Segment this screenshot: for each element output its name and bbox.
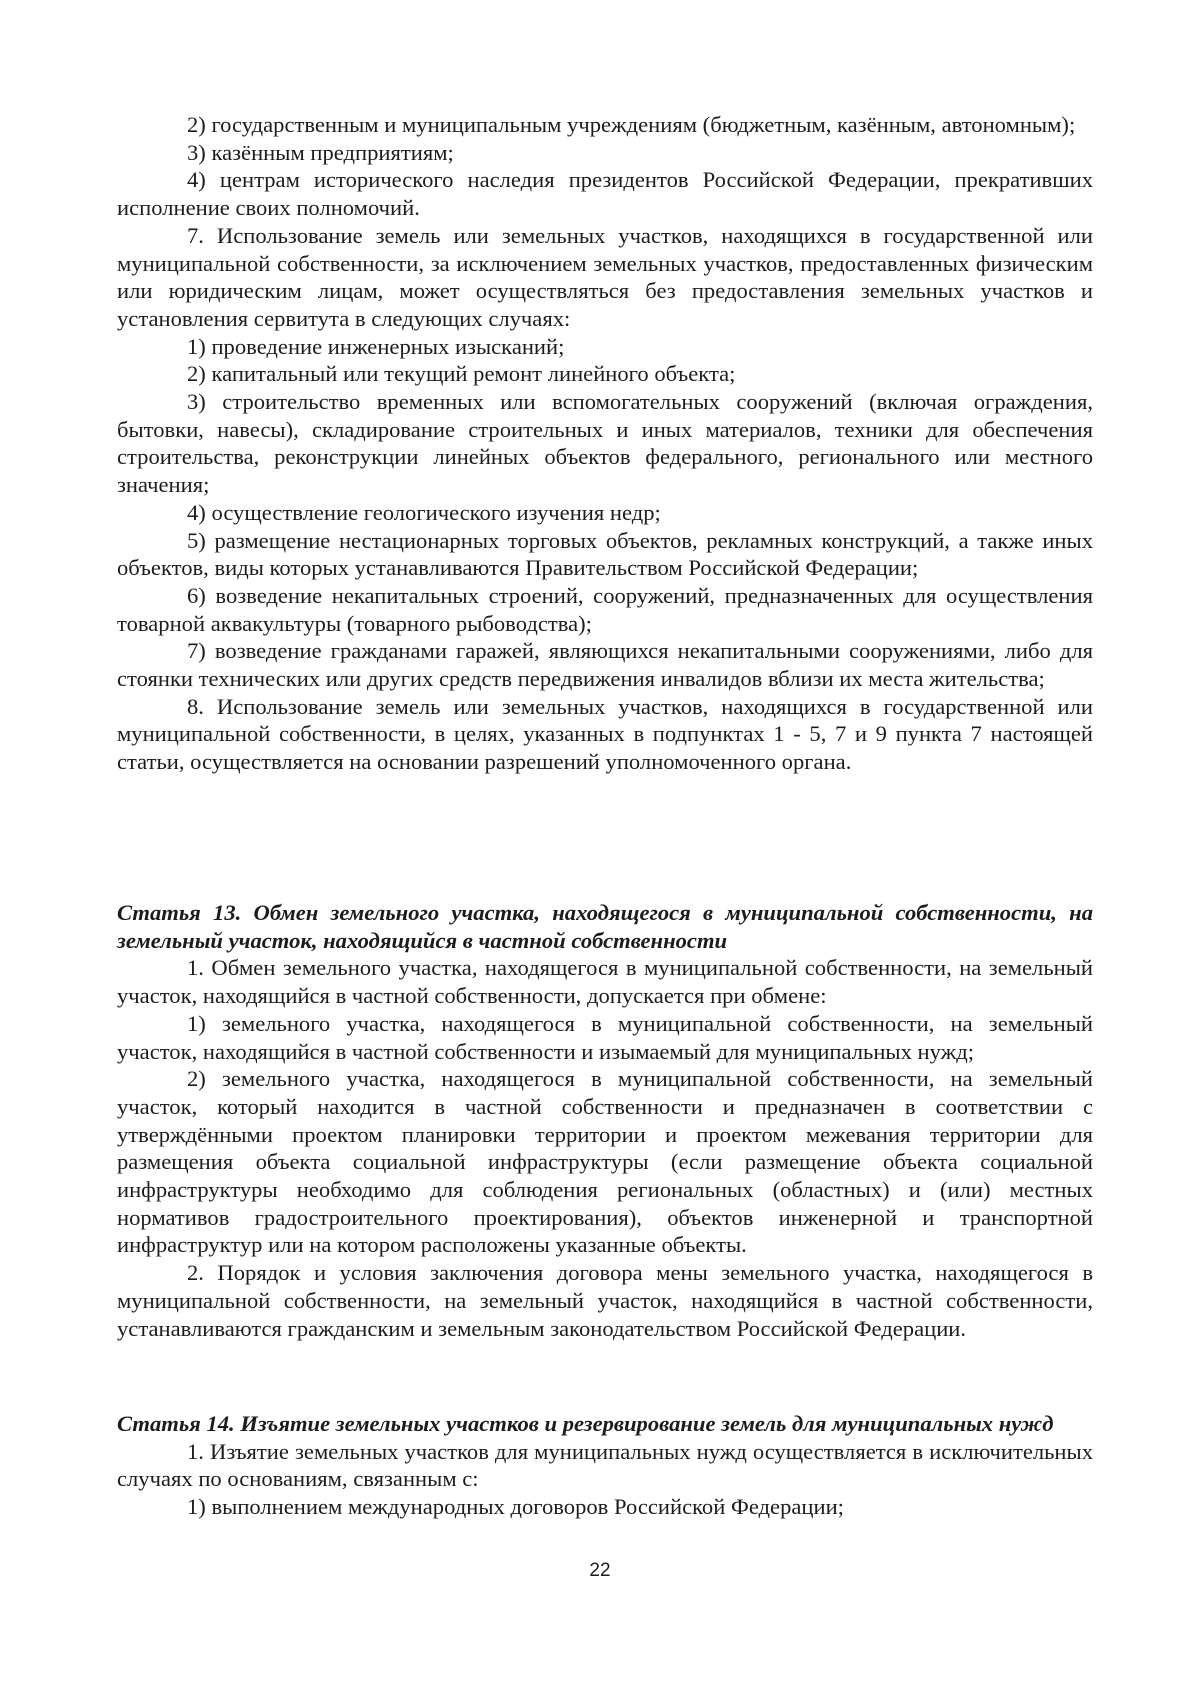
page-number: 22 xyxy=(589,1560,611,1581)
paragraph: 1. Изъятие земельных участков для муниципальных нужд осуществляется в исключительных случаях по основаниям, связанным с: xyxy=(117,1438,1093,1492)
paragraph: 1. Обмен земельного участка, находящегося в муниципальной собственности, на земельный участок, находящийся в частной собственности, допускается при обмене: xyxy=(117,955,1093,1009)
article-14-heading: Статья 14. Изъятие земельных участков и резервирование земель для муниципальных нужд xyxy=(117,1411,1054,1436)
paragraph: 7) возведение гражданами гаражей, являющихся некапитальными сооружениями, либо для стоянки технических или других средств передвижения инвалидов вблизи их места жительства; xyxy=(117,638,1093,692)
paragraph: 2) государственным и муниципальным учреждениям (бюджетным, казённым, автономным); xyxy=(187,112,1076,137)
paragraph: 1) проведение инженерных изысканий; xyxy=(187,333,565,359)
section-continuation xyxy=(117,111,1093,776)
paragraph: 2) капитальный или текущий ремонт линейного объекта; xyxy=(187,361,736,387)
paragraph: 7. Использование земель или земельных участков, находящихся в государственной или муниципальной собственности, за исключением земельных участков, предоставленных физическим или юридическим лицам, может осуществляться без предоставления земельных участков и установления сервитута в следующих случаях: xyxy=(117,222,1093,331)
article-13-heading: Статья 13. Обмен земельного участка, находящегося в муниципальной собственности, на земельный участок, находящийся в частной собственности xyxy=(117,900,1093,953)
paragraph: 5) размещение нестационарных торговых объектов, рекламных конструкций, а также иных объектов, виды которых устанавливаются Правительством Российской Федерации; xyxy=(117,527,1093,581)
paragraph: 4) осуществление геологического изучения недр; xyxy=(187,499,661,525)
paragraph: 4) центрам исторического наследия президентов Российской Федерации, прекративших исполнение своих полномочий. xyxy=(117,167,1093,221)
paragraph: 8. Использование земель или земельных участков, находящихся в государственной или муниципальной собственности, в целях, указанных в подпунктах 1 - 5, 7 и 9 пункта 7 настоящей статьи, осуществляется на основании разрешений уполномоченного органа. xyxy=(117,693,1093,775)
article-13 xyxy=(117,899,1093,1342)
paragraph: 3) казённым предприятиям; xyxy=(187,139,454,165)
article-14 xyxy=(117,1410,1093,1521)
paragraph: 2) земельного участка, находящегося в муниципальной собственности, на земельный участок, который находится в частной собственности и предназначен в соответствии с утверждёнными проектом планировки территории и проектом межевания территории для размещения объекта социальной инфраструктуры (если размещение объекта социальной инфраструктуры необходимо для соблюдения региональных (областных) и (или) местных нормативов градостроительного проектирования), объектов инженерной и транспортной инфраструктур или на котором расположены указанные объекты. xyxy=(117,1066,1093,1258)
paragraph: 2. Порядок и условия заключения договора мены земельного участка, находящегося в муниципальной собственности, на земельный участок, находящийся в частной собственности, устанавливаются гражданским и земельным законодательством Российской Федерации. xyxy=(117,1260,1093,1341)
paragraph: 1) земельного участка, находящегося в муниципальной собственности, на земельный участок, находящийся в частной собственности и изымаемый для муниципальных нужд; xyxy=(117,1010,1093,1064)
paragraph: 3) строительство временных или вспомогательных сооружений (включая ограждения, бытовки, навесы), складирование строительных и иных материалов, техники для обеспечения строительства, реконструкции линейных объектов федерального, регионального или местного значения; xyxy=(117,389,1093,498)
paragraph: 1) выполнением международных договоров Российской Федерации; xyxy=(187,1494,844,1520)
paragraph: 6) возведение некапитальных строений, сооружений, предназначенных для осуществления товарной аквакультуры (товарного рыбоводства); xyxy=(117,582,1093,636)
